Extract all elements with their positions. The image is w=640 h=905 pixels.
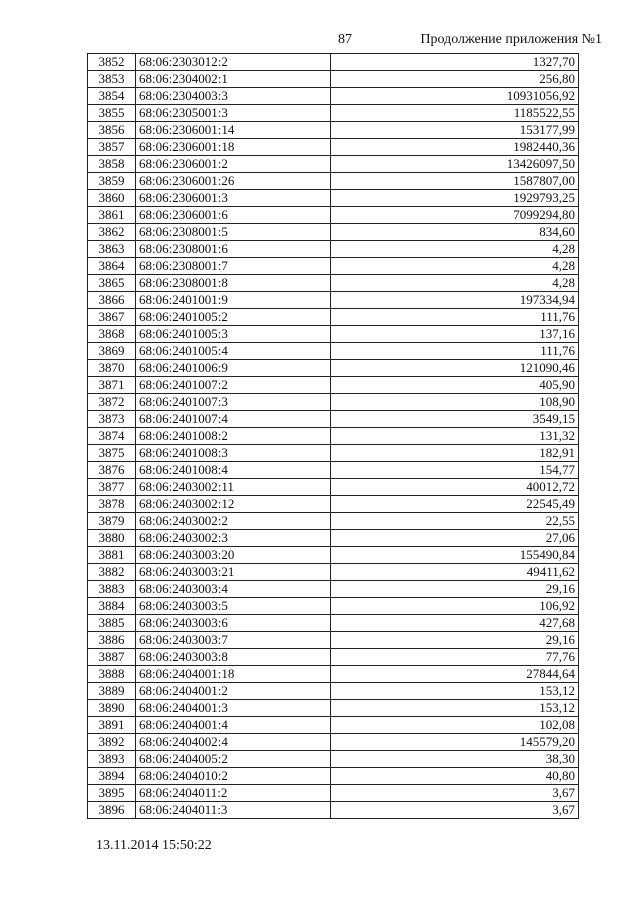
row-number-cell: 3867 xyxy=(88,309,136,326)
table-row xyxy=(88,598,579,615)
table-row xyxy=(88,88,579,105)
cadastral-number-cell: 68:06:2404005:2 xyxy=(136,751,331,768)
row-number-cell: 3854 xyxy=(88,88,136,105)
value-cell: 153,12 xyxy=(331,700,579,717)
cadastral-number-cell: 68:06:2308001:7 xyxy=(136,258,331,275)
table-row xyxy=(88,309,579,326)
cadastral-number-cell: 68:06:2403003:20 xyxy=(136,547,331,564)
table-row xyxy=(88,258,579,275)
value-cell: 29,16 xyxy=(331,581,579,598)
value-cell: 40012,72 xyxy=(331,479,579,496)
cadastral-number-cell: 68:06:2306001:2 xyxy=(136,156,331,173)
table-row xyxy=(88,190,579,207)
row-number-cell: 3895 xyxy=(88,785,136,802)
table-row xyxy=(88,122,579,139)
row-number-cell: 3864 xyxy=(88,258,136,275)
value-cell: 4,28 xyxy=(331,241,579,258)
table-row xyxy=(88,632,579,649)
value-cell: 197334,94 xyxy=(331,292,579,309)
registry-table xyxy=(87,53,579,819)
table-row xyxy=(88,581,579,598)
row-number-cell: 3861 xyxy=(88,207,136,224)
table-row xyxy=(88,326,579,343)
table-row xyxy=(88,530,579,547)
cadastral-number-cell: 68:06:2403003:6 xyxy=(136,615,331,632)
row-number-cell: 3869 xyxy=(88,343,136,360)
cadastral-number-cell: 68:06:2401007:4 xyxy=(136,411,331,428)
cadastral-number-cell: 68:06:2403002:12 xyxy=(136,496,331,513)
row-number-cell: 3879 xyxy=(88,513,136,530)
value-cell: 427,68 xyxy=(331,615,579,632)
cadastral-number-cell: 68:06:2401007:3 xyxy=(136,394,331,411)
cadastral-number-cell: 68:06:2403003:8 xyxy=(136,649,331,666)
cadastral-number-cell: 68:06:2304002:1 xyxy=(136,71,331,88)
value-cell: 1587807,00 xyxy=(331,173,579,190)
table-row xyxy=(88,513,579,530)
cadastral-number-cell: 68:06:2401007:2 xyxy=(136,377,331,394)
table-row xyxy=(88,71,579,88)
cadastral-number-cell: 68:06:2308001:8 xyxy=(136,275,331,292)
table-row xyxy=(88,156,579,173)
value-cell: 3,67 xyxy=(331,785,579,802)
table-row xyxy=(88,802,579,819)
value-cell: 10931056,92 xyxy=(331,88,579,105)
row-number-cell: 3892 xyxy=(88,734,136,751)
row-number-cell: 3870 xyxy=(88,360,136,377)
row-number-cell: 3880 xyxy=(88,530,136,547)
table-row xyxy=(88,785,579,802)
row-number-cell: 3868 xyxy=(88,326,136,343)
cadastral-number-cell: 68:06:2403003:4 xyxy=(136,581,331,598)
row-number-cell: 3855 xyxy=(88,105,136,122)
row-number-cell: 3863 xyxy=(88,241,136,258)
cadastral-number-cell: 68:06:2401008:2 xyxy=(136,428,331,445)
table-row xyxy=(88,54,579,71)
row-number-cell: 3894 xyxy=(88,768,136,785)
value-cell: 40,80 xyxy=(331,768,579,785)
value-cell: 137,16 xyxy=(331,326,579,343)
cadastral-number-cell: 68:06:2404002:4 xyxy=(136,734,331,751)
table-row xyxy=(88,751,579,768)
value-cell: 121090,46 xyxy=(331,360,579,377)
cadastral-number-cell: 68:06:2404011:2 xyxy=(136,785,331,802)
cadastral-number-cell: 68:06:2401005:3 xyxy=(136,326,331,343)
value-cell: 22,55 xyxy=(331,513,579,530)
value-cell: 1327,70 xyxy=(331,54,579,71)
row-number-cell: 3857 xyxy=(88,139,136,156)
cadastral-number-cell: 68:06:2404001:3 xyxy=(136,700,331,717)
row-number-cell: 3862 xyxy=(88,224,136,241)
value-cell: 106,92 xyxy=(331,598,579,615)
row-number-cell: 3884 xyxy=(88,598,136,615)
page-header: Продолжение приложения №1 xyxy=(420,32,602,47)
table-row xyxy=(88,496,579,513)
value-cell: 1982440,36 xyxy=(331,139,579,156)
value-cell: 77,76 xyxy=(331,649,579,666)
cadastral-number-cell: 68:06:2306001:18 xyxy=(136,139,331,156)
row-number-cell: 3890 xyxy=(88,700,136,717)
value-cell: 256,80 xyxy=(331,71,579,88)
value-cell: 102,08 xyxy=(331,717,579,734)
cadastral-number-cell: 68:06:2404001:2 xyxy=(136,683,331,700)
value-cell: 38,30 xyxy=(331,751,579,768)
table-row xyxy=(88,564,579,581)
table-row xyxy=(88,479,579,496)
cadastral-number-cell: 68:06:2306001:26 xyxy=(136,173,331,190)
row-number-cell: 3878 xyxy=(88,496,136,513)
table-row xyxy=(88,683,579,700)
table-row xyxy=(88,428,579,445)
cadastral-number-cell: 68:06:2306001:6 xyxy=(136,207,331,224)
value-cell: 182,91 xyxy=(331,445,579,462)
row-number-cell: 3896 xyxy=(88,802,136,819)
value-cell: 49411,62 xyxy=(331,564,579,581)
row-number-cell: 3865 xyxy=(88,275,136,292)
row-number-cell: 3882 xyxy=(88,564,136,581)
table-row xyxy=(88,394,579,411)
value-cell: 155490,84 xyxy=(331,547,579,564)
row-number-cell: 3891 xyxy=(88,717,136,734)
row-number-cell: 3874 xyxy=(88,428,136,445)
cadastral-number-cell: 68:06:2404001:4 xyxy=(136,717,331,734)
row-number-cell: 3885 xyxy=(88,615,136,632)
value-cell: 145579,20 xyxy=(331,734,579,751)
value-cell: 3549,15 xyxy=(331,411,579,428)
row-number-cell: 3866 xyxy=(88,292,136,309)
cadastral-number-cell: 68:06:2401006:9 xyxy=(136,360,331,377)
table-row xyxy=(88,547,579,564)
table-row xyxy=(88,377,579,394)
table-row xyxy=(88,343,579,360)
value-cell: 7099294,80 xyxy=(331,207,579,224)
table-row xyxy=(88,241,579,258)
cadastral-number-cell: 68:06:2401001:9 xyxy=(136,292,331,309)
value-cell: 834,60 xyxy=(331,224,579,241)
cadastral-number-cell: 68:06:2306001:14 xyxy=(136,122,331,139)
table-row xyxy=(88,615,579,632)
cadastral-number-cell: 68:06:2308001:5 xyxy=(136,224,331,241)
row-number-cell: 3887 xyxy=(88,649,136,666)
row-number-cell: 3893 xyxy=(88,751,136,768)
table-row xyxy=(88,734,579,751)
cadastral-number-cell: 68:06:2306001:3 xyxy=(136,190,331,207)
cadastral-number-cell: 68:06:2401005:4 xyxy=(136,343,331,360)
table-row xyxy=(88,360,579,377)
cadastral-number-cell: 68:06:2404001:18 xyxy=(136,666,331,683)
cadastral-number-cell: 68:06:2303012:2 xyxy=(136,54,331,71)
value-cell: 153177,99 xyxy=(331,122,579,139)
table-row xyxy=(88,207,579,224)
row-number-cell: 3856 xyxy=(88,122,136,139)
row-number-cell: 3860 xyxy=(88,190,136,207)
value-cell: 154,77 xyxy=(331,462,579,479)
value-cell: 111,76 xyxy=(331,309,579,326)
table-row xyxy=(88,700,579,717)
value-cell: 131,32 xyxy=(331,428,579,445)
cadastral-number-cell: 68:06:2401005:2 xyxy=(136,309,331,326)
value-cell: 29,16 xyxy=(331,632,579,649)
row-number-cell: 3881 xyxy=(88,547,136,564)
cadastral-number-cell: 68:06:2305001:3 xyxy=(136,105,331,122)
table-row xyxy=(88,173,579,190)
cadastral-number-cell: 68:06:2403003:5 xyxy=(136,598,331,615)
value-cell: 3,67 xyxy=(331,802,579,819)
print-timestamp: 13.11.2014 15:50:22 xyxy=(96,838,212,853)
value-cell: 1929793,25 xyxy=(331,190,579,207)
table-row xyxy=(88,411,579,428)
row-number-cell: 3873 xyxy=(88,411,136,428)
registry-table-body xyxy=(88,54,579,819)
table-row xyxy=(88,462,579,479)
row-number-cell: 3871 xyxy=(88,377,136,394)
row-number-cell: 3888 xyxy=(88,666,136,683)
table-row xyxy=(88,445,579,462)
value-cell: 13426097,50 xyxy=(331,156,579,173)
value-cell: 1185522,55 xyxy=(331,105,579,122)
row-number-cell: 3872 xyxy=(88,394,136,411)
row-number-cell: 3852 xyxy=(88,54,136,71)
cadastral-number-cell: 68:06:2304003:3 xyxy=(136,88,331,105)
cadastral-number-cell: 68:06:2404010:2 xyxy=(136,768,331,785)
cadastral-number-cell: 68:06:2404011:3 xyxy=(136,802,331,819)
cadastral-number-cell: 68:06:2308001:6 xyxy=(136,241,331,258)
cadastral-number-cell: 68:06:2403002:3 xyxy=(136,530,331,547)
row-number-cell: 3876 xyxy=(88,462,136,479)
row-number-cell: 3877 xyxy=(88,479,136,496)
value-cell: 108,90 xyxy=(331,394,579,411)
table-row xyxy=(88,649,579,666)
table-row xyxy=(88,105,579,122)
table-row xyxy=(88,717,579,734)
cadastral-number-cell: 68:06:2403003:7 xyxy=(136,632,331,649)
table-row xyxy=(88,275,579,292)
cadastral-number-cell: 68:06:2403003:21 xyxy=(136,564,331,581)
row-number-cell: 3875 xyxy=(88,445,136,462)
row-number-cell: 3883 xyxy=(88,581,136,598)
row-number-cell: 3889 xyxy=(88,683,136,700)
value-cell: 27844,64 xyxy=(331,666,579,683)
value-cell: 405,90 xyxy=(331,377,579,394)
row-number-cell: 3859 xyxy=(88,173,136,190)
cadastral-number-cell: 68:06:2401008:4 xyxy=(136,462,331,479)
value-cell: 27,06 xyxy=(331,530,579,547)
value-cell: 4,28 xyxy=(331,275,579,292)
cadastral-number-cell: 68:06:2403002:11 xyxy=(136,479,331,496)
table-row xyxy=(88,768,579,785)
value-cell: 111,76 xyxy=(331,343,579,360)
row-number-cell: 3853 xyxy=(88,71,136,88)
table-row xyxy=(88,666,579,683)
page-number: 87 xyxy=(338,32,352,47)
table-row xyxy=(88,139,579,156)
cadastral-number-cell: 68:06:2401008:3 xyxy=(136,445,331,462)
cadastral-number-cell: 68:06:2403002:2 xyxy=(136,513,331,530)
value-cell: 153,12 xyxy=(331,683,579,700)
value-cell: 22545,49 xyxy=(331,496,579,513)
row-number-cell: 3886 xyxy=(88,632,136,649)
table-row xyxy=(88,224,579,241)
table-row xyxy=(88,292,579,309)
row-number-cell: 3858 xyxy=(88,156,136,173)
value-cell: 4,28 xyxy=(331,258,579,275)
